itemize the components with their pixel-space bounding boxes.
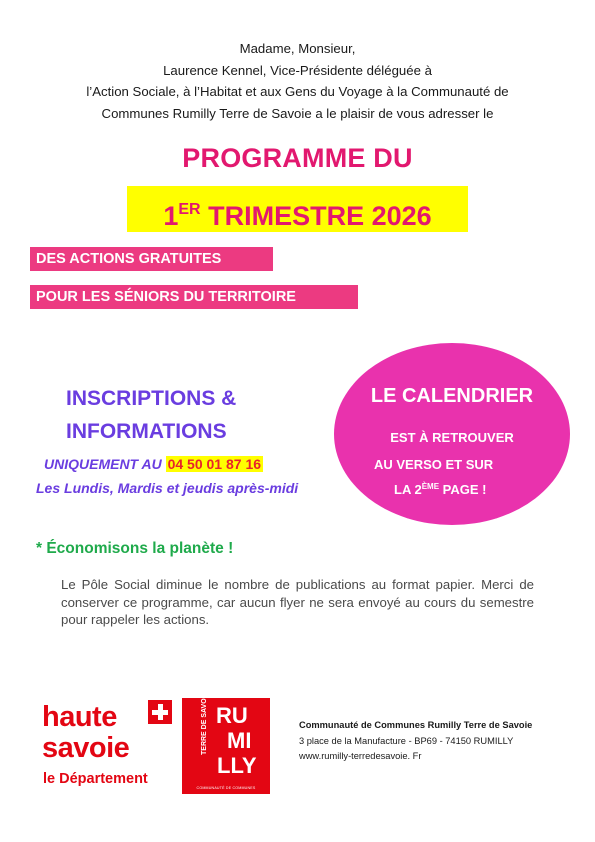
inscriptions-line1: INSCRIPTIONS & (66, 387, 237, 410)
intro-line: Madame, Monsieur, (239, 41, 356, 56)
eco-heading: * Économisons la planète ! (36, 540, 234, 557)
phone-prefix: UNIQUEMENT AU (44, 456, 166, 472)
calendar-title: LE CALENDRIER (370, 385, 534, 407)
intro-line: Communes Rumilly Terre de Savoie a le plaisir de vous adresser le (101, 105, 494, 121)
title-rest: TRIMESTRE 2026 (200, 201, 432, 231)
calendar-line3-b: PAGE ! (439, 482, 487, 497)
rumilly-logo (182, 691, 270, 794)
inscriptions-heading (66, 382, 236, 448)
title-superscript: ER (178, 201, 201, 218)
address-name: Communauté de Communes Rumilly Terre de Savoie (299, 720, 533, 730)
title-number: 1 (163, 201, 179, 231)
phone-line (44, 456, 263, 472)
days-text: Les Lundis, Mardis et jeudis après-midi (36, 480, 299, 496)
intro-line: l’Action Sociale, à l’Habitat et aux Gens du Voyage à la Communauté de (86, 84, 509, 99)
band-seniors: POUR LES SÉNIORS DU TERRITOIRE (30, 285, 358, 309)
calendar-line2: AU VERSO ET SUR (374, 457, 494, 472)
inscriptions-line2: INFORMATIONS (66, 420, 227, 443)
rumilly-logo-mi: MI (227, 728, 252, 753)
phone-number[interactable]: 04 50 01 87 16 (167, 456, 262, 472)
calendar-line1: EST À RETROUVER (390, 430, 514, 445)
title-line2 (127, 186, 468, 232)
calendar-line3-sup: ÈME (421, 482, 440, 491)
rumilly-logo-side-text: TERRE DE SAVOIE (201, 691, 208, 755)
logo-word-departement: le Département (43, 771, 148, 787)
calendar-line3-a: LA 2 (394, 482, 422, 497)
eco-paragraph: Le Pôle Social diminue le nombre de publications au format papier. Merci de conserver ce programme, car aucun flyer ne sera envoyé au cours du semestre pour rappeler les actions. (61, 577, 534, 627)
address-street: 3 place de la Manufacture - BP69 - 74150 RUMILLY (299, 735, 514, 746)
haute-savoie-logo (42, 700, 177, 800)
band-free-actions: DES ACTIONS GRATUITES (30, 247, 273, 271)
savoie-cross-icon (148, 700, 172, 724)
intro-line: Laurence Kennel, Vice-Présidente déléguée à (163, 62, 432, 78)
calendar-line3 (394, 482, 486, 497)
rumilly-logo-caption: COMMUNAUTÉ DE COMMUNES (196, 786, 256, 790)
logo-word-savoie: savoie (42, 732, 130, 764)
intro-text (0, 38, 595, 124)
address-block (299, 718, 532, 765)
title-line1: PROGRAMME DU (182, 143, 413, 173)
logo-word-haute: haute (42, 701, 117, 733)
rumilly-logo-lly: LLY (217, 753, 257, 778)
rumilly-logo-ru: RU (216, 703, 248, 728)
address-website[interactable]: www.rumilly-terredesavoie. Fr (299, 751, 422, 761)
